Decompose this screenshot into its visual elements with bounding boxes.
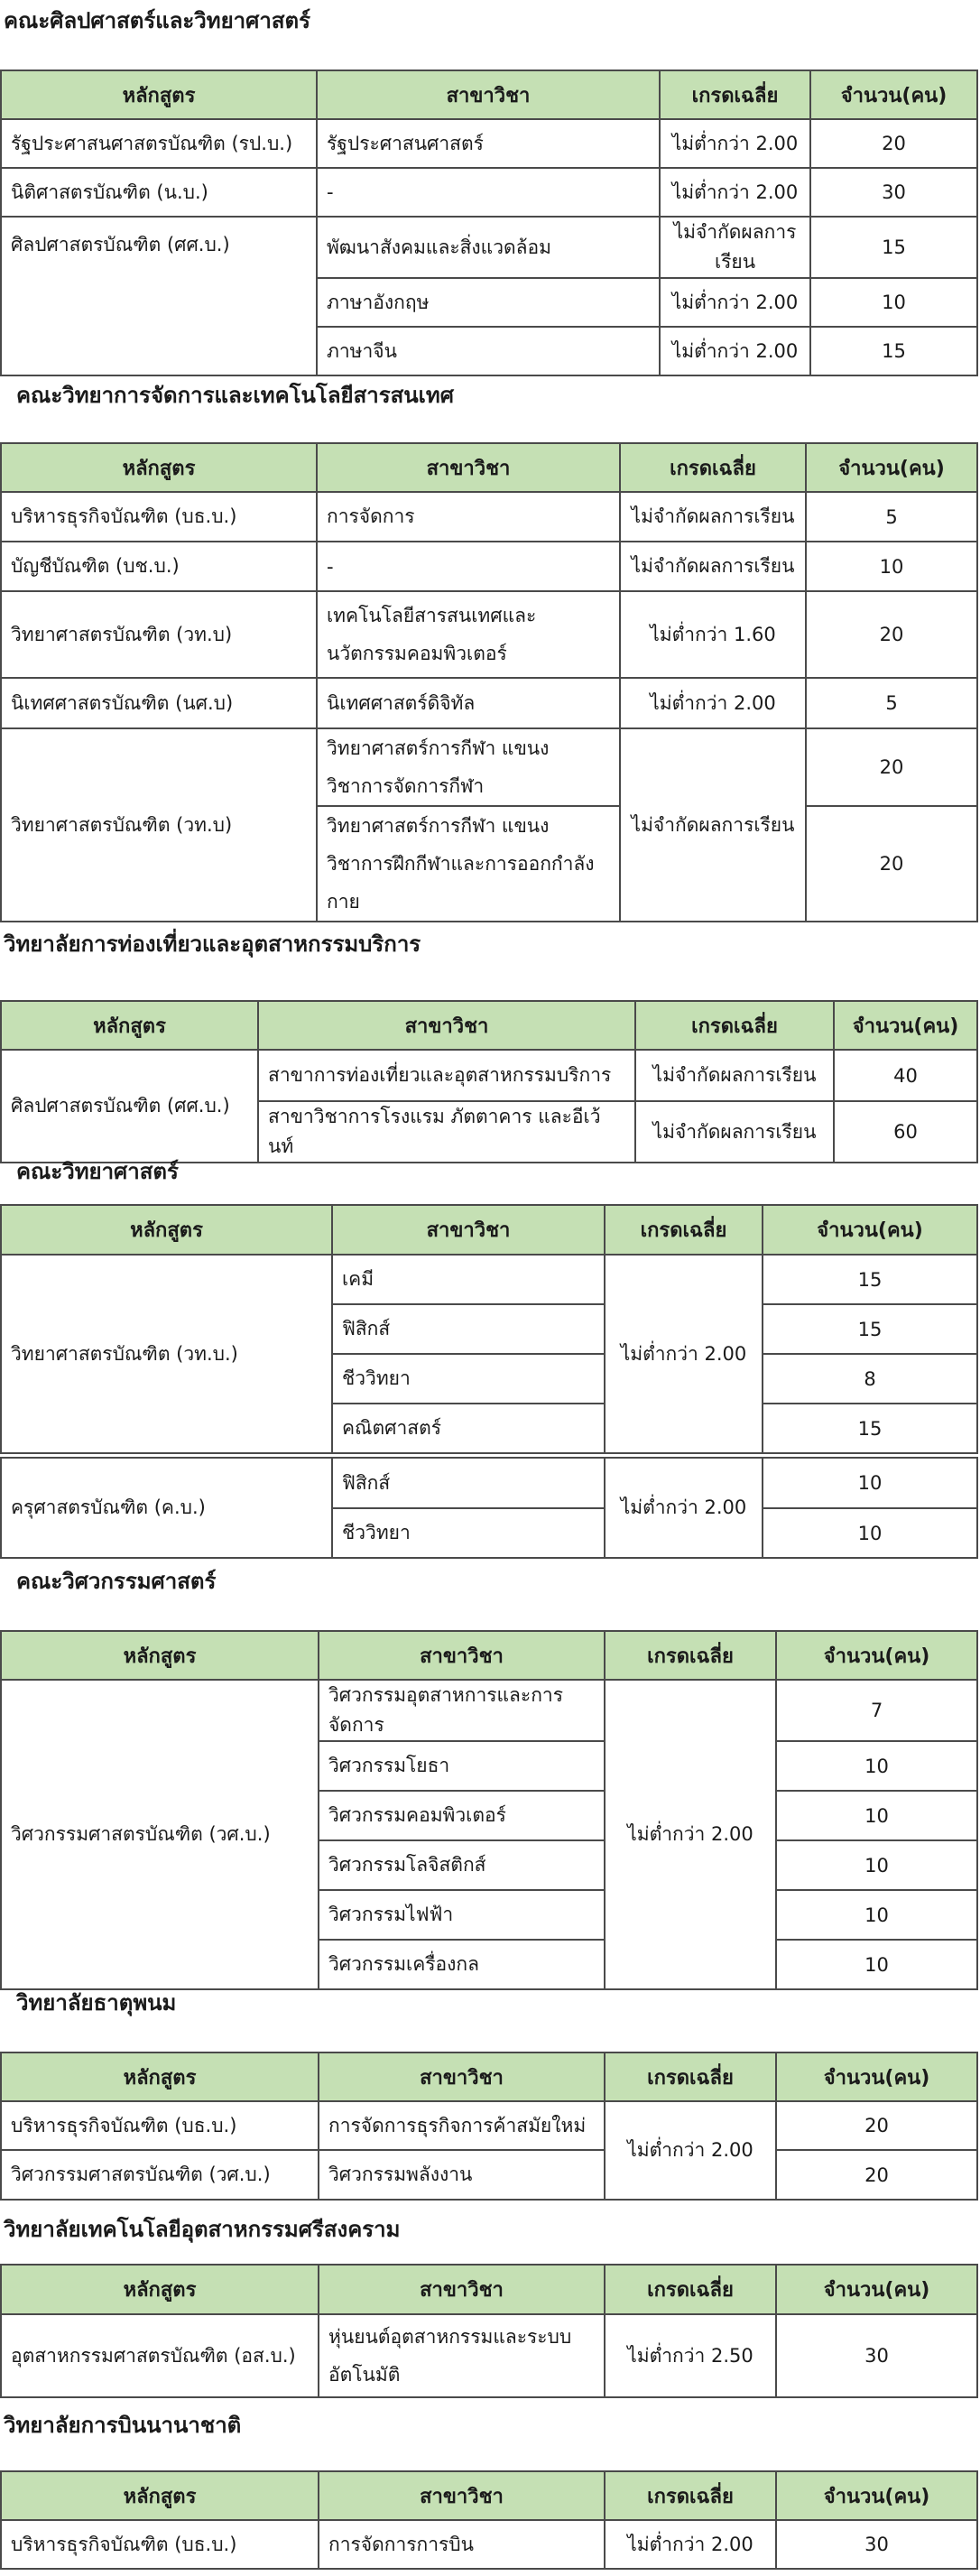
table-row — [1, 2101, 977, 2150]
header-count: จำนวน(คน) — [776, 2052, 977, 2101]
count-cell: 20 — [776, 2150, 977, 2200]
major-cell: ฟิสิกส์ — [332, 1458, 605, 1508]
header-gpa: เกรดเฉลี่ย — [605, 1631, 776, 1680]
header-major: สาขาวิชา — [317, 70, 660, 119]
table-row — [1, 492, 977, 542]
major-cell: ชีววิทยา — [332, 1354, 605, 1404]
header-count: จำนวน(คน) — [776, 2265, 977, 2314]
gpa-cell: ไม่ต่ำกว่า 2.00 — [605, 1458, 763, 1558]
count-cell: 10 — [776, 1940, 977, 1989]
count-cell: 10 — [776, 1840, 977, 1890]
gpa-cell: ไม่ต่ำกว่า 2.50 — [605, 2314, 776, 2397]
table-row — [1, 119, 977, 168]
count-cell: 8 — [763, 1354, 977, 1404]
major-cell: เคมี — [332, 1255, 605, 1304]
gpa-cell: ไม่จำกัดผลการเรียน — [620, 542, 806, 591]
table-row — [1, 1255, 977, 1304]
count-cell: 20 — [806, 591, 977, 678]
count-cell: 20 — [810, 119, 977, 168]
header-program: หลักสูตร — [1, 70, 317, 119]
count-cell: 10 — [776, 1890, 977, 1940]
major-cell: นิเทศศาสตร์ดิจิทัล — [317, 678, 620, 728]
major-cell: ภาษาจีน — [317, 327, 660, 375]
major-cell: คณิตศาสตร์ — [332, 1404, 605, 1453]
count-cell: 10 — [776, 1791, 977, 1840]
header-major: สาขาวิชา — [319, 2471, 605, 2520]
program-cell: ครุศาสตรบัณฑิต (ค.บ.) — [1, 1458, 332, 1558]
count-cell: 7 — [776, 1680, 977, 1741]
header-program: หลักสูตร — [1, 1205, 332, 1255]
program-cell: วิทยาศาสตรบัณฑิต (วท.บ) — [1, 728, 317, 922]
header-count: จำนวน(คน) — [776, 1631, 977, 1680]
table-row — [1, 168, 977, 217]
section-title: วิทยาลัยเทคโนโลยีอุตสาหกรรมศรีสงคราม — [4, 2217, 401, 2242]
header-count: จำนวน(คน) — [834, 1001, 977, 1050]
section-title: คณะวิทยาการจัดการและเทคโนโลยีสารสนเทศ — [16, 383, 454, 408]
header-count: จำนวน(คน) — [810, 70, 977, 119]
header-program: หลักสูตร — [1, 2052, 319, 2101]
count-cell: 60 — [834, 1101, 977, 1163]
count-cell: 5 — [806, 492, 977, 542]
count-cell: 30 — [810, 168, 977, 217]
admission-table — [0, 1457, 978, 1559]
program-cell: วิศวกรรมศาสตรบัณฑิต (วศ.บ.) — [1, 2150, 319, 2200]
major-cell: วิศวกรรมพลังงาน — [319, 2150, 605, 2200]
header-major: สาขาวิชา — [319, 1631, 605, 1680]
admission-table — [0, 2052, 978, 2201]
gpa-cell: ไม่จำกัดผลการเรียน — [620, 728, 806, 922]
admission-table — [0, 1000, 978, 1163]
gpa-cell: ไม่ต่ำกว่า 2.00 — [605, 1680, 776, 1989]
header-program: หลักสูตร — [1, 1001, 258, 1050]
count-cell: 10 — [763, 1458, 977, 1508]
program-cell: รัฐประศาสนศาสตรบัณฑิต (รป.บ.) — [1, 119, 317, 168]
major-cell: - — [317, 168, 660, 217]
major-cell: วิทยาศาสตร์การกีฬา แขนงวิชาการฝึกกีฬาและการออกกำลังกาย — [317, 806, 620, 922]
program-cell: บัญชีบัณฑิต (บช.บ.) — [1, 542, 317, 591]
count-cell: 15 — [810, 327, 977, 375]
table-row — [1, 1680, 977, 1741]
admission-table — [0, 442, 978, 922]
header-gpa: เกรดเฉลี่ย — [605, 2052, 776, 2101]
header-gpa: เกรดเฉลี่ย — [605, 1205, 763, 1255]
count-cell: 15 — [763, 1255, 977, 1304]
admission-table — [0, 2470, 978, 2570]
major-cell: - — [317, 542, 620, 591]
gpa-cell: ไม่ต่ำกว่า 2.00 — [620, 678, 806, 728]
section-title: คณะศิลปศาสตร์และวิทยาศาสตร์ — [4, 8, 310, 33]
program-cell: วิทยาศาสตรบัณฑิต (วท.บ.) — [1, 1255, 332, 1453]
header-major: สาขาวิชา — [317, 443, 620, 492]
header-gpa: เกรดเฉลี่ย — [605, 2265, 776, 2314]
table-row — [1, 1458, 977, 1508]
header-count: จำนวน(คน) — [763, 1205, 977, 1255]
major-cell: สาขาวิชาการโรงแรม ภัตตาคาร และอีเว้นท์ — [258, 1101, 635, 1163]
header-major: สาขาวิชา — [258, 1001, 635, 1050]
admission-table — [0, 1204, 978, 1454]
table-row — [1, 2314, 977, 2397]
major-cell: ภาษาอังกฤษ — [317, 278, 660, 327]
gpa-cell: ไม่ต่ำกว่า 1.60 — [620, 591, 806, 678]
table-row — [1, 217, 977, 278]
major-cell: ชีววิทยา — [332, 1508, 605, 1558]
admission-table — [0, 69, 978, 376]
section-title: วิทยาลัยธาตุพนม — [16, 1990, 177, 2015]
program-cell: นิติศาสตรบัณฑิต (น.บ.) — [1, 168, 317, 217]
major-cell: วิศวกรรมอุตสาหการและการจัดการ — [319, 1680, 605, 1741]
program-cell: วิศวกรรมศาสตรบัณฑิต (วศ.บ.) — [1, 1680, 319, 1989]
header-gpa: เกรดเฉลี่ย — [620, 443, 806, 492]
program-cell: วิทยาศาสตรบัณฑิต (วท.บ) — [1, 591, 317, 678]
major-cell: วิศวกรรมโลจิสติกส์ — [319, 1840, 605, 1890]
count-cell: 40 — [834, 1050, 977, 1101]
header-major: สาขาวิชา — [319, 2052, 605, 2101]
gpa-cell: ไม่ต่ำกว่า 2.00 — [605, 2101, 776, 2200]
section-title: คณะวิศวกรรมศาสตร์ — [16, 1569, 217, 1594]
major-cell: การจัดการธุรกิจการค้าสมัยใหม่ — [319, 2101, 605, 2150]
count-cell: 5 — [806, 678, 977, 728]
admission-table — [0, 1630, 978, 1990]
major-cell: วิศวกรรมโยธา — [319, 1741, 605, 1791]
gpa-cell: ไม่จำกัดผลการเรียน — [660, 217, 810, 278]
program-cell: บริหารธุรกิจบัณฑิต (บธ.บ.) — [1, 2101, 319, 2150]
count-cell: 10 — [776, 1741, 977, 1791]
major-cell: วิศวกรรมเครื่องกล — [319, 1940, 605, 1989]
gpa-cell: ไม่ต่ำกว่า 2.00 — [660, 327, 810, 375]
count-cell: 15 — [763, 1404, 977, 1453]
header-program: หลักสูตร — [1, 1631, 319, 1680]
count-cell: 30 — [776, 2520, 977, 2569]
table-row — [1, 728, 977, 806]
table-row — [1, 678, 977, 728]
program-cell: บริหารธุรกิจบัณฑิต (บธ.บ.) — [1, 2520, 319, 2569]
table-row — [1, 542, 977, 591]
count-cell: 10 — [810, 278, 977, 327]
gpa-cell: ไม่จำกัดผลการเรียน — [620, 492, 806, 542]
header-gpa: เกรดเฉลี่ย — [635, 1001, 834, 1050]
header-major: สาขาวิชา — [332, 1205, 605, 1255]
major-cell: ฟิสิกส์ — [332, 1304, 605, 1354]
gpa-cell: ไม่ต่ำกว่า 2.00 — [605, 1255, 763, 1453]
major-cell: หุ่นยนต์อุตสาหกรรมและระบบอัตโนมัติ — [319, 2314, 605, 2397]
admission-table — [0, 2264, 978, 2398]
header-gpa: เกรดเฉลี่ย — [660, 70, 810, 119]
count-cell: 10 — [806, 542, 977, 591]
header-program: หลักสูตร — [1, 2265, 319, 2314]
header-count: จำนวน(คน) — [806, 443, 977, 492]
gpa-cell: ไม่ต่ำกว่า 2.00 — [605, 2520, 776, 2569]
major-cell: พัฒนาสังคมและสิ่งแวดล้อม — [317, 217, 660, 278]
header-gpa: เกรดเฉลี่ย — [605, 2471, 776, 2520]
gpa-cell: ไม่จำกัดผลการเรียน — [635, 1101, 834, 1163]
header-program: หลักสูตร — [1, 443, 317, 492]
table-row — [1, 2150, 977, 2200]
section-title: วิทยาลัยการท่องเที่ยวและอุตสาหกรรมบริการ — [4, 931, 421, 957]
program-cell: ศิลปศาสตรบัณฑิต (ศศ.บ.) — [1, 1050, 258, 1163]
major-cell: วิศวกรรมคอมพิวเตอร์ — [319, 1791, 605, 1840]
program-cell: บริหารธุรกิจบัณฑิต (บธ.บ.) — [1, 492, 317, 542]
major-cell: สาขาการท่องเที่ยวและอุตสาหกรรมบริการ — [258, 1050, 635, 1101]
header-count: จำนวน(คน) — [776, 2471, 977, 2520]
table-row — [1, 1050, 977, 1101]
section-title: วิทยาลัยการบินนานาชาติ — [4, 2413, 242, 2438]
count-cell: 20 — [776, 2101, 977, 2150]
program-cell: ศิลปศาสตรบัณฑิต (ศศ.บ.) — [1, 217, 317, 375]
major-cell: การจัดการการบิน — [319, 2520, 605, 2569]
major-cell: วิทยาศาสตร์การกีฬา แขนงวิชาการจัดการกีฬา — [317, 728, 620, 806]
gpa-cell: ไม่ต่ำกว่า 2.00 — [660, 119, 810, 168]
header-program: หลักสูตร — [1, 2471, 319, 2520]
count-cell: 15 — [810, 217, 977, 278]
program-cell: อุตสาหกรรมศาสตรบัณฑิต (อส.บ.) — [1, 2314, 319, 2397]
header-major: สาขาวิชา — [319, 2265, 605, 2314]
count-cell: 30 — [776, 2314, 977, 2397]
major-cell: เทคโนโลยีสารสนเทศและนวัตกรรมคอมพิวเตอร์ — [317, 591, 620, 678]
gpa-cell: ไม่ต่ำกว่า 2.00 — [660, 168, 810, 217]
count-cell: 20 — [806, 806, 977, 922]
count-cell: 15 — [763, 1304, 977, 1354]
gpa-cell: ไม่จำกัดผลการเรียน — [635, 1050, 834, 1101]
major-cell: วิศวกรรมไฟฟ้า — [319, 1890, 605, 1940]
program-cell: นิเทศศาสตรบัณฑิต (นศ.บ) — [1, 678, 317, 728]
major-cell: รัฐประศาสนศาสตร์ — [317, 119, 660, 168]
major-cell: การจัดการ — [317, 492, 620, 542]
gpa-cell: ไม่ต่ำกว่า 2.00 — [660, 278, 810, 327]
section-title: คณะวิทยาศาสตร์ — [16, 1159, 179, 1184]
table-row — [1, 591, 977, 678]
count-cell: 10 — [763, 1508, 977, 1558]
count-cell: 20 — [806, 728, 977, 806]
table-row — [1, 2520, 977, 2569]
